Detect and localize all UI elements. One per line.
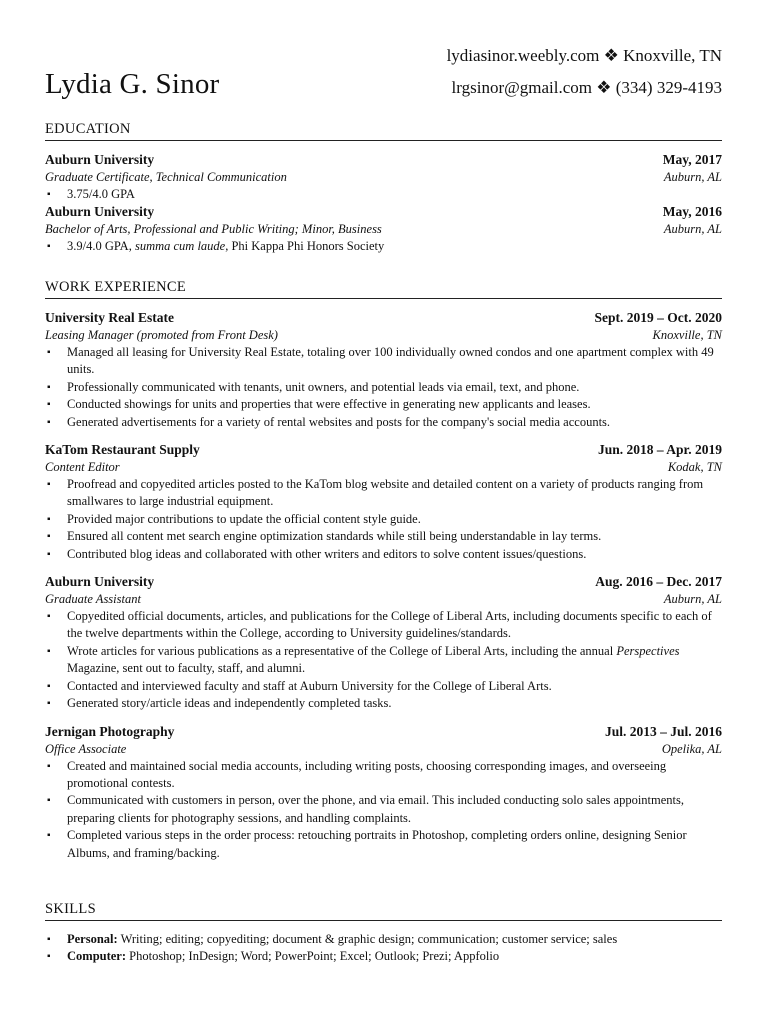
square-bullet-icon: ▪ [47,680,51,692]
employer: Auburn University [45,574,155,590]
contact-line-1 [447,45,722,67]
diamond-separator-icon: ❖ [596,78,612,97]
list-item: ▪ Created and maintained social media accounts, including writing posts, choosing corresponding images, and overseeing promotional contests. [47,758,667,790]
job-entry [45,723,722,862]
contact-line-2 [452,77,722,99]
square-bullet-icon: ▪ [47,698,51,710]
list-item: ▪ Contributed blog ideas and collaborated with other writers and editors to solve content issues/questions. [45,546,722,563]
list-item: ▪ Generated advertisements for a variety of rental websites and posts for the company's social media accounts. [45,414,722,431]
square-bullet-icon: ▪ [47,951,51,963]
institution: Auburn University [45,204,155,220]
list-item: ▪ Proofread and copyedited articles posted to the KaTom blog website and detailed content on a variety of products ranging from smallwares to large industrial equipment. [47,477,704,509]
employer: University Real Estate [45,310,174,325]
education-section [45,120,722,256]
square-bullet-icon: ▪ [47,645,51,657]
institution: Auburn University [45,152,155,167]
date-range: Sept. 2019 – Oct. 2020 [594,310,722,325]
list-item: ▪ Conducted showings for units and properties that were effective in generating new applicants and leases. [45,396,722,413]
website-link[interactable]: lydiasinor.weebly.com [446,46,600,65]
square-bullet-icon: ▪ [47,934,51,945]
location: Auburn, AL [663,592,722,607]
section-title: SKILLS [45,900,722,921]
location: Opelika, AL [661,741,722,756]
job-entry [45,441,722,563]
job-entry [45,573,722,712]
date: May, 2016 [662,204,722,220]
employer: KaTom Restaurant Supply [45,442,200,458]
square-bullet-icon: ▪ [47,416,51,428]
list-item: ▪ Ensured all content met search engine optimization standards while still being understandable in lay terms. [45,528,722,545]
list-item: ▪ Managed all leasing for University Real Estate, totaling over 100 individually owned condos and one apartment complex with 49 units. [47,345,714,377]
list-item: ▪ Contacted and interviewed faculty and staff at Auburn University for the College of Liberal Arts. [45,678,722,695]
job-title: Content Editor [45,460,120,475]
candidate-name: Lydia G. Sinor [45,68,220,100]
work-experience-section [45,278,722,862]
square-bullet-icon: ▪ [47,347,51,358]
degree: Bachelor of Arts, Professional and Public Writing; Minor, Business [45,222,382,237]
location: Knoxville, TN [652,328,722,342]
square-bullet-icon: ▪ [47,399,51,411]
phone-number: (334) 329-4193 [615,78,722,97]
location: Kodak, TN [667,460,722,475]
job-title: Office Associate [45,741,127,756]
section-title: WORK EXPERIENCE [45,278,722,299]
employer: Jernigan Photography [45,723,175,739]
list-item: ▪ Communicated with customers in person, over the phone, and via email. This included conducting solo sales appointments, preparing clients for photography sessions, and handling complaints. [47,793,685,825]
list-item: ▪ Personal: Writing; editing; copyediting; document & graphic design; communication; customer service; sales [45,931,722,948]
list-item: ▪ Completed various steps in the order process: retouching portraits in Photoshop, completing orders online, designing Senior Albums, and framing/backing. [47,828,687,860]
square-bullet-icon: ▪ [47,795,51,807]
list-item: ▪ Computer: Photoshop; InDesign; Word; PowerPoint; Excel; Outlook; Prezi; Appfolio [45,948,722,965]
job-entry [45,309,722,431]
date-range: Jul. 2013 – Jul. 2016 [604,723,722,739]
city: Knoxville, TN [623,46,722,65]
list-item: ▪ 3.9/4.0 GPA, summa cum laude, Phi Kappa Phi Honors Society [45,238,722,255]
list-item: ▪ 3.75/4.0 GPA [45,186,722,203]
email-link[interactable]: lrgsinor@gmail.com [451,78,593,97]
list-item: ▪ Generated story/article ideas and independently completed tasks. [45,695,722,712]
date-range: Jun. 2018 – Apr. 2019 [597,442,722,458]
job-title: Graduate Assistant [45,592,141,607]
square-bullet-icon: ▪ [47,830,51,842]
job-title: Leasing Manager (promoted from Front Desk) [45,328,278,342]
square-bullet-icon: ▪ [47,241,51,253]
diamond-separator-icon: ❖ [603,46,619,65]
education-entry [45,151,722,203]
square-bullet-icon: ▪ [47,531,51,543]
degree: Graduate Certificate, Technical Communication [45,170,287,184]
skill-label-personal: Personal: [67,932,118,946]
location: Auburn, AL [663,222,722,237]
education-entry [45,203,722,255]
location: Auburn, AL [663,170,722,184]
square-bullet-icon: ▪ [47,611,51,623]
skill-label-computer: Computer: [67,949,127,964]
list-item: ▪ Provided major contributions to update the official content style guide. [45,511,722,528]
section-title: EDUCATION [45,120,722,141]
date-range: Aug. 2016 – Dec. 2017 [595,574,722,590]
square-bullet-icon: ▪ [47,513,51,525]
date: May, 2017 [662,152,722,167]
square-bullet-icon: ▪ [47,479,51,491]
list-item: ▪ Wrote articles for various publications as a representative of the College of Liberal Arts, including the annual Perspectives Magazine, sent out to faculty, staff, and alumni. [47,643,680,676]
magazine-title: Perspectives [616,643,680,658]
square-bullet-icon: ▪ [47,548,51,560]
square-bullet-icon: ▪ [47,381,51,393]
honors-latin: summa cum laude [134,239,226,254]
list-item: ▪ Professionally communicated with tenants, unit owners, and potential leads via email, text, and phone. [45,379,722,396]
list-item: ▪ Copyedited official documents, articles, and publications for the College of Liberal Arts, including documents specific to each of the twelve departments within the College, according to University guidelines/standards. [47,609,712,641]
square-bullet-icon: ▪ [47,760,51,772]
square-bullet-icon: ▪ [47,189,51,200]
skills-section [45,900,722,966]
